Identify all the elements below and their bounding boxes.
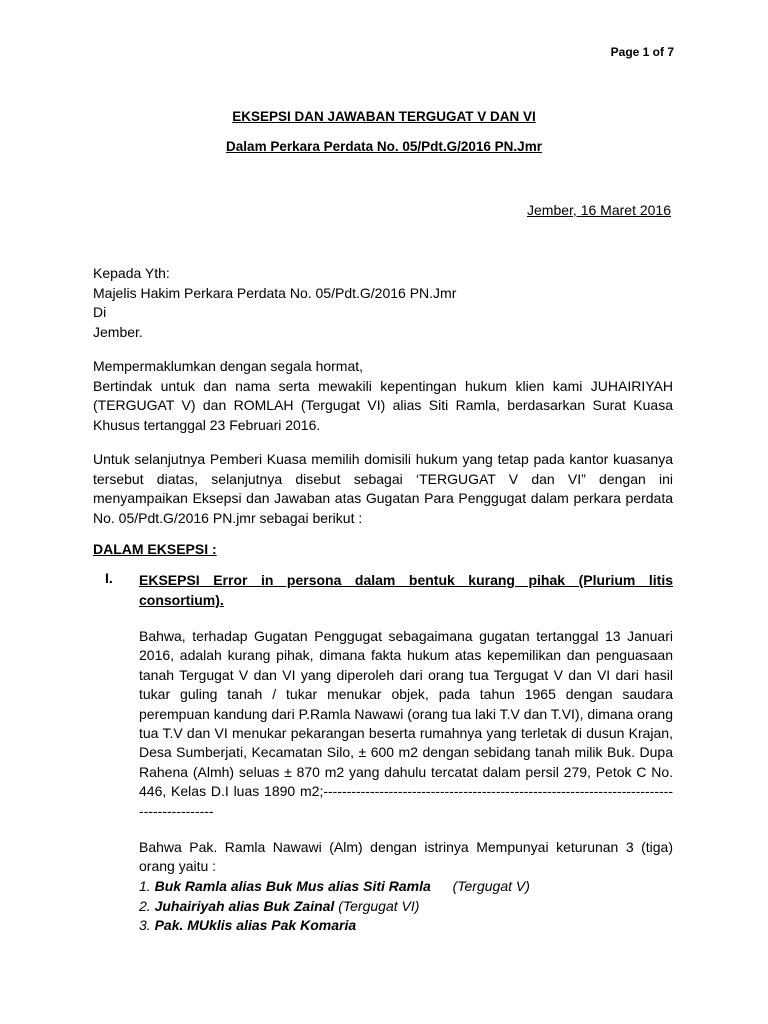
list-item — [139, 877, 673, 897]
address-line-2: Majelis Hakim Perkara Perdata No. 05/Pdt.G/2016 PN.Jmr — [93, 284, 457, 301]
section-heading: DALAM EKSEPSI : — [93, 541, 217, 557]
list-item-note: (Tergugat VI) — [338, 897, 420, 914]
intro-paragraph — [93, 357, 673, 435]
greeting-line: Mempermaklumkan dengan segala hormat, — [93, 358, 364, 374]
item-paragraph-1: Bahwa, terhadap Gugatan Penggugat sebagaimana gugatan tertanggal 13 Januari 2016, adalah kurang pihak, dimana fakta hukum atas kepemilikan dan penguasaan tanah Tergugat V dan VI yang diperoleh dari orang tua Tergugat V dan VI dari hasil tukar guling tanah / tukar menukar objek, pada tahun 1965 dengan saudara perempuan kandung dari P.Ramla Nawawi (orang tua laki T.V dan T.VI), dimana orang tua T.V dan VI menukar pekarangan beserta rumahnya yang terletak di dusun Krajan, Desa Sumberjati, Kecamatan Silo, ± 600 m2 dengan sebidang tanah milik Buk. Dupa Rahena (Almh) seluas ± 870 m2 yang dahulu tercatat dalam persil 279, Petok C No. 446, Kelas D.I luas 1890 m2;------------------------------------------------------------------------------------------- — [139, 628, 673, 819]
list-item-number: 3. — [139, 917, 151, 933]
list-item — [139, 916, 673, 936]
list-item-number: 2. — [139, 897, 151, 914]
recipient-address — [93, 264, 673, 342]
list-item-name: Juhairiyah alias Buk Zainal — [154, 897, 335, 914]
document-title: EKSEPSI DAN JAWABAN TERGUGAT V DAN VI — [232, 109, 536, 124]
page-number: Page 1 of 7 — [610, 45, 674, 59]
document-subtitle: Dalam Perkara Perdata No. 05/Pdt.G/2016 PN.Jmr — [226, 139, 542, 154]
item-heading: EKSEPSI Error in persona dalam bentuk kurang pihak (Plurium litis consortium). — [139, 572, 673, 608]
list-item-name: Buk Ramla alias Buk Mus alias Siti Ramla — [154, 878, 431, 894]
item-paragraph-2: Bahwa Pak. Ramla Nawawi (Alm) dengan istrinya Mempunyai keturunan 3 (tiga) orang yaitu : — [139, 839, 673, 875]
domicile-paragraph: Untuk selanjutnya Pemberi Kuasa memilih domisili hukum yang tetap pada kantor kuasanya tersebut diatas, selanjutnya disebut sebagai ‘TERGUGAT V dan VI” dengan ini menyampaikan Eksepsi dan Jawaban atas Gugatan Para Penggugat dalam perkara perdata No. 05/Pdt.G/2016 PN.jmr sebagai berikut : — [93, 451, 673, 526]
address-line-1: Kepada Yth: — [93, 265, 170, 281]
list-item-name: Pak. MUklis alias Pak Komaria — [154, 917, 357, 933]
heirs-list — [139, 877, 673, 936]
place-date-line: Jember, 16 Maret 2016 — [527, 202, 671, 218]
address-line-3: Di — [93, 304, 107, 320]
intro-body: Bertindak untuk dan nama serta mewakili kepentingan hukum klien kami JUHAIRIYAH (TERGUGAT V) dan ROMLAH (Tergugat VI) alias Siti Ramla, berdasarkan Surat Kuasa Khusus tertanggal 23 Februari 2016. — [93, 377, 673, 433]
list-item — [139, 897, 673, 917]
list-item-note: (Tergugat V) — [452, 878, 530, 894]
list-item-number: 1. — [139, 878, 151, 894]
item-number: I. — [105, 570, 113, 586]
address-line-4: Jember. — [93, 323, 143, 340]
